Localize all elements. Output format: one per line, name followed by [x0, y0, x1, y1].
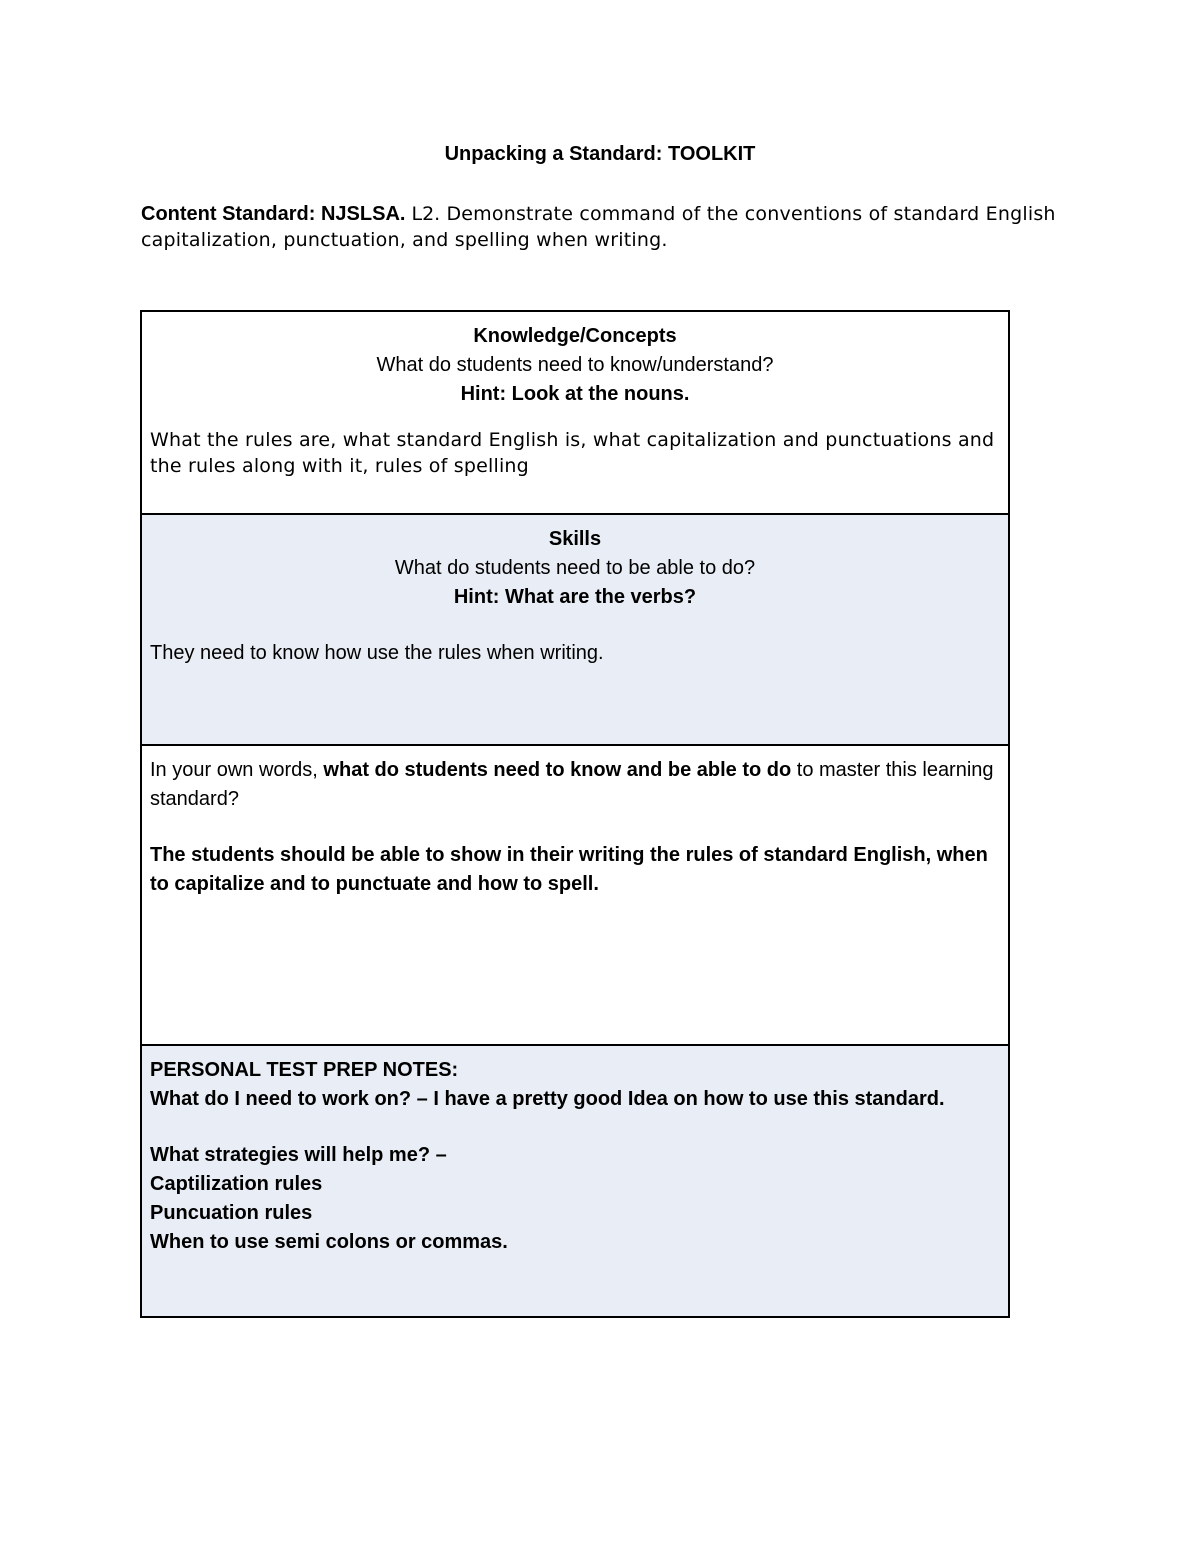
knowledge-hint: Hint: Look at the nouns. — [460, 383, 690, 405]
notes-strategy-item: Puncuation rules — [150, 1202, 313, 1224]
skills-answer: They need to know how use the rules when writing. — [150, 642, 604, 664]
own-words-section — [142, 744, 1008, 1044]
knowledge-answer: What the rules are, what standard English is, what capitalization and punctuations and the rules along with it, rules of spelling — [150, 429, 995, 477]
document-title: Unpacking a Standard: TOOLKIT — [444, 143, 756, 165]
content-standard-text: Demonstrate command of the conventions of standard English capitalization, punctuation, and spelling when writing. — [141, 203, 1056, 251]
knowledge-heading: Knowledge/Concepts — [473, 325, 677, 347]
own-words-prompt — [150, 756, 1000, 814]
knowledge-concepts-section — [142, 312, 1008, 513]
notes-strategy-item: Captilization rules — [150, 1173, 323, 1195]
test-prep-notes-section — [142, 1044, 1008, 1316]
notes-heading: PERSONAL TEST PREP NOTES: — [150, 1059, 459, 1081]
skills-question: What do students need to be able to do? — [394, 557, 756, 579]
notes-work-on: What do I need to work on? – I have a pretty good Idea on how to use this standard. — [150, 1088, 945, 1110]
notes-strategy-item: When to use semi colons or commas. — [150, 1231, 508, 1253]
content-standard-code: L2. — [405, 203, 441, 225]
skills-section — [142, 513, 1008, 744]
skills-hint: Hint: What are the verbs? — [453, 586, 697, 608]
own-words-prompt-start: In your own words, — [150, 759, 324, 781]
own-words-answer: The students should be able to show in their writing the rules of standard English, when to capitalize and to punctuate and how to spell. — [150, 844, 988, 895]
notes-strategies-question: What strategies will help me? – — [150, 1144, 447, 1166]
toolkit-table — [140, 310, 1010, 1318]
knowledge-question: What do students need to know/understand? — [376, 354, 774, 376]
own-words-prompt-bold: what do students need to know and be able to do — [323, 759, 792, 781]
content-standard-label: Content Standard: NJSLSA. — [141, 203, 406, 225]
own-words-prompt-end: to master this learning standard? — [150, 759, 994, 810]
skills-heading: Skills — [548, 528, 602, 550]
content-standard — [141, 201, 1071, 253]
